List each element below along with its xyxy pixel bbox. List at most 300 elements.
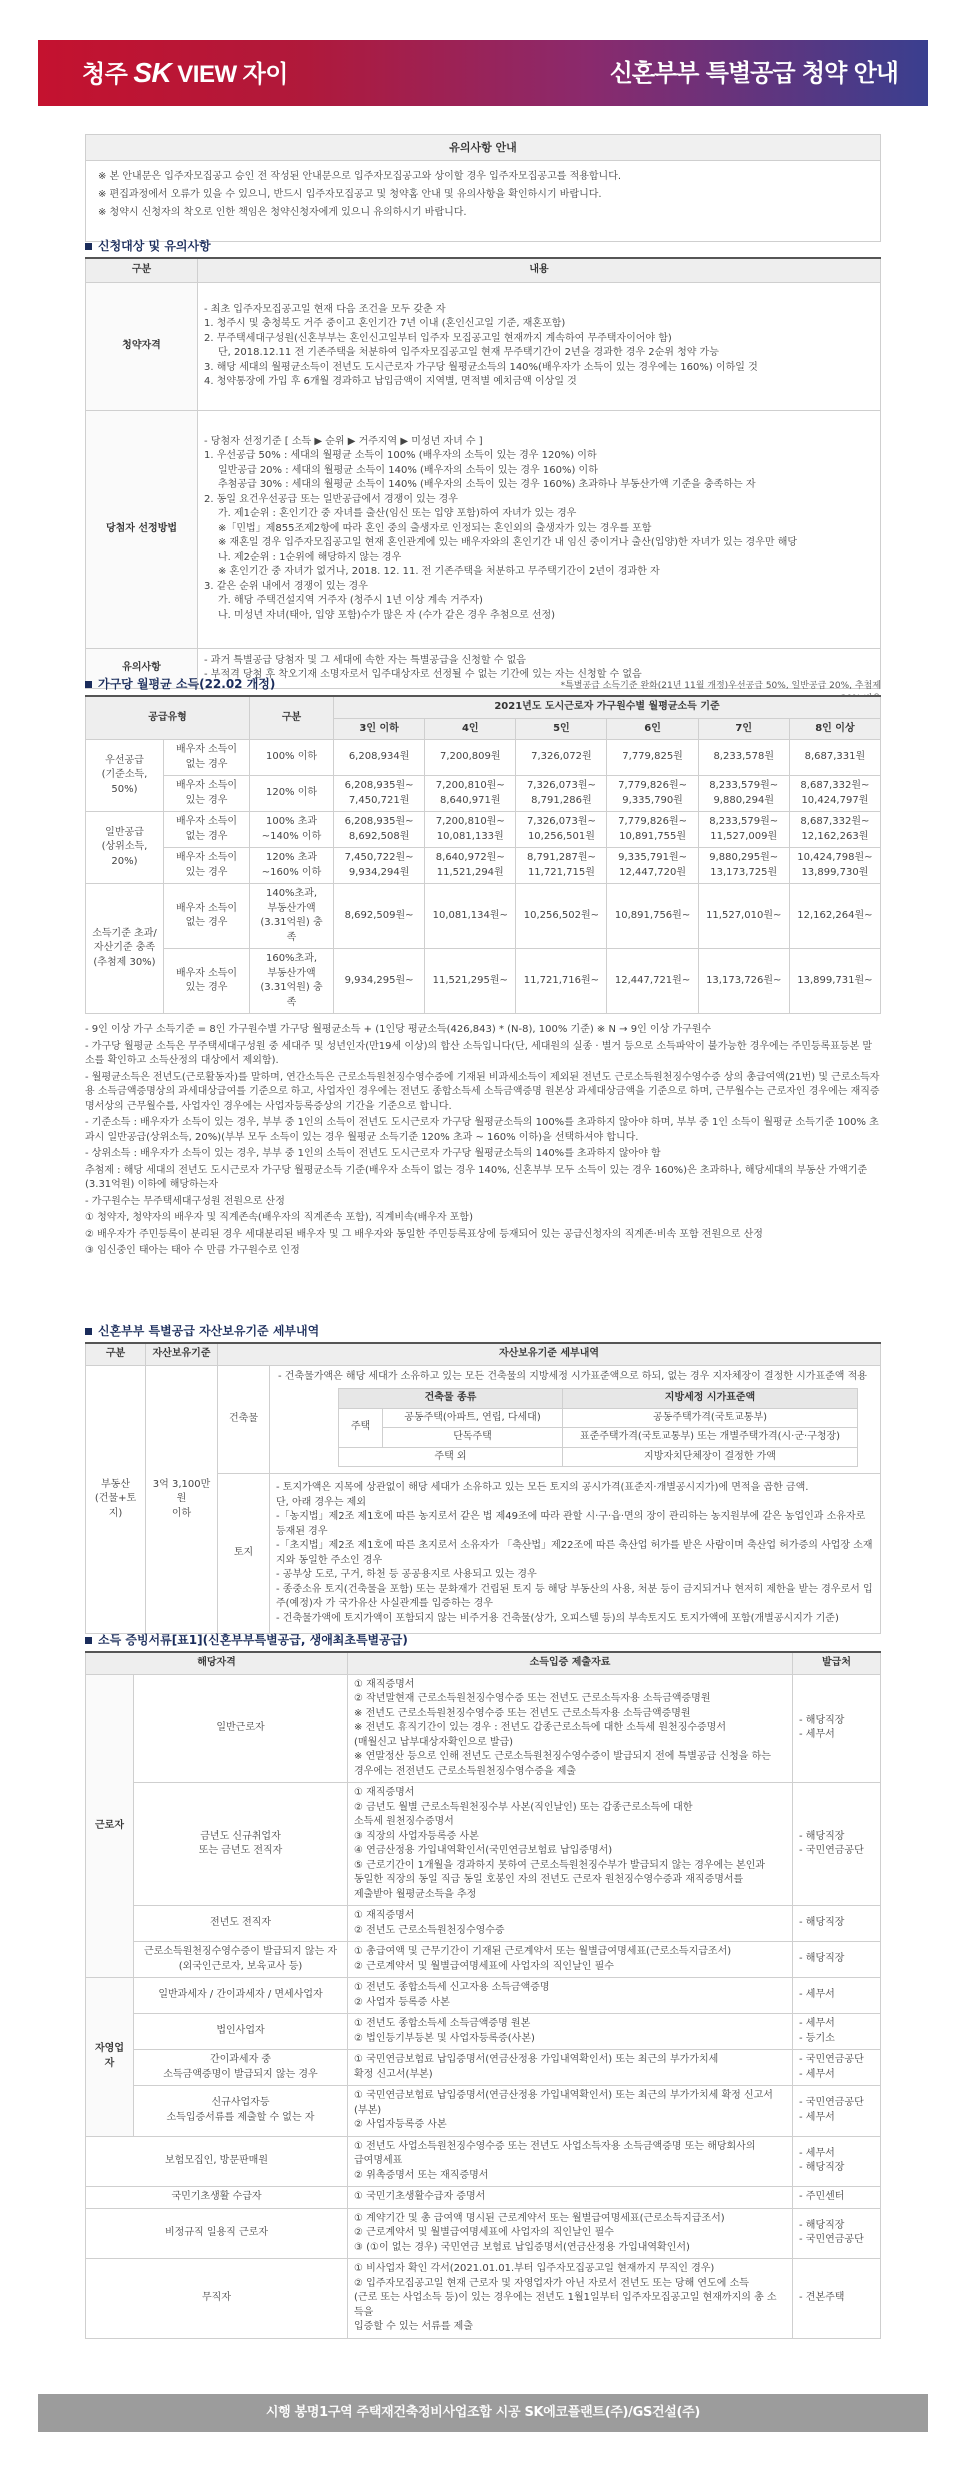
land-line: - 건축물가액에 토지가액이 포함되지 않는 비주거용 건축물(상가, 오피스텔 등)의 부속토지도 토지가액에 포함(개별공시지가 기준) bbox=[276, 1612, 839, 1624]
document-line: ④ 연금산정용 가입내역확인서(국민연금보험료 납입증명서) bbox=[354, 1845, 613, 1856]
supply-type-line: 일반공급 bbox=[105, 826, 144, 838]
income-value bbox=[334, 776, 425, 812]
notice-line: ※ 본 안내문은 입주자모집공고 승인 전 작성된 안내문으로 입주자모집공고와 상이할 경우 입주자모집공고를 적용합니다. bbox=[98, 171, 622, 182]
income-value bbox=[425, 812, 516, 848]
row-content bbox=[198, 282, 881, 410]
note-line: ② 배우자가 주민등록이 분리된 경우 세대분리된 배우자 및 그 배우자와 동일한 주민등록표상에 등재되어 있는 공급신청자의 직계존·비속 포함 전원으로 산정 bbox=[85, 1228, 763, 1240]
content-line: 2. 무주택세대구성원(신혼부부는 혼인신고일부터 입주자 모집공고일 현재까지 계속하여 무주택자이어야 함) bbox=[204, 332, 672, 344]
spouse-condition-line: 있는 경우 bbox=[185, 794, 228, 806]
table-row bbox=[86, 949, 881, 1014]
building-intro: - 건축물가액은 해당 세대가 소유하고 있는 모든 건축물의 지방세정 시가표준액으로 하되, 없는 경우 지자체장이 결정한 시가표준액 적용 bbox=[278, 1370, 867, 1382]
col-header-gubun: 구분 bbox=[86, 1343, 146, 1365]
table-row bbox=[86, 1978, 881, 2014]
income-value bbox=[698, 848, 789, 884]
income-value-line: 10,891,755원 bbox=[619, 830, 687, 842]
spouse-condition-line: 있는 경우 bbox=[185, 982, 228, 993]
content-line: 가. 제1순위 : 혼인기간 중 자녀를 출산(임신 또는 입양 포함)하여 자녀가 있는 경우 bbox=[218, 508, 577, 520]
page-title: 신혼부부 특별공급 청약 안내 bbox=[609, 58, 898, 87]
documents-list bbox=[348, 2259, 793, 2339]
issuer-line: - 국민연금공단 bbox=[799, 2234, 864, 2246]
spouse-condition bbox=[164, 776, 250, 812]
income-value bbox=[698, 884, 789, 949]
document-line: ② 전년도 근로소득원천징수영수증 bbox=[354, 1924, 505, 1936]
document-line: 급여명세표 bbox=[354, 2155, 403, 2166]
income-value-line: 12,162,264원~ bbox=[797, 909, 873, 921]
spouse-condition-line: 배우자 소득이 bbox=[175, 967, 238, 979]
income-value bbox=[425, 884, 516, 949]
issuer-line: - 국민연금공단 bbox=[799, 2097, 864, 2109]
income-value-line: 8,791,287원~ bbox=[526, 852, 596, 863]
col-header-content: 내용 bbox=[198, 258, 881, 282]
content-line: 나. 제2순위 : 1순위에 해당하지 않는 경우 bbox=[218, 551, 402, 563]
document-line: ① 비사업자 확인 각서(2021.01.01.부터 입주자모집공고일 현재까지 무직인 경우) bbox=[354, 2263, 715, 2274]
issuer-line: - 해당직장 bbox=[799, 1917, 845, 1929]
row-label: 청약자격 bbox=[86, 282, 198, 410]
income-value-line: 11,527,009원 bbox=[710, 830, 778, 842]
building-kind: 주택 외 bbox=[339, 1447, 563, 1467]
document-line: ① 전년도 종합소득세 소득금액증명 원본 bbox=[354, 2018, 531, 2029]
document-line: 경우에는 전전년도 근로소득원천징수영수증을 제출 bbox=[354, 1765, 577, 1777]
building-kind: 단독주택 bbox=[383, 1428, 563, 1448]
income-value bbox=[789, 949, 880, 1014]
spouse-condition-line: 배우자 소득이 bbox=[175, 744, 238, 755]
documents-list bbox=[348, 1942, 793, 1978]
income-value bbox=[334, 812, 425, 848]
issuer-list bbox=[793, 1674, 881, 1783]
issuer-line: - 해당직장 bbox=[799, 2219, 845, 2231]
income-value-line: 8,233,578원 bbox=[713, 751, 774, 763]
land-label: 토지 bbox=[218, 1474, 270, 1634]
document-line: ② 금년도 월별 근로소득원천징수부 사본(직인날인) 또는 갑종근로소득에 대한 bbox=[354, 1801, 693, 1813]
building-price: 공동주택가격(국토교통부) bbox=[563, 1408, 858, 1428]
brand-suffix: 자이 bbox=[242, 60, 288, 88]
income-value-line: 11,521,294원 bbox=[436, 866, 504, 878]
income-value bbox=[425, 740, 516, 776]
issuer-line: - 세무서 bbox=[799, 2147, 835, 2159]
asset-label-line: 부동산 bbox=[101, 1478, 130, 1490]
spouse-condition-line: 배우자 소득이 bbox=[175, 902, 238, 914]
qualification-type bbox=[134, 1942, 348, 1978]
income-range-line: 120% 이하 bbox=[265, 787, 318, 799]
content-line: - 당첨자 선정기준 [ 소득 ▶ 순위 ▶ 거주지역 ▶ 미성년 자녀 수 ] bbox=[204, 435, 483, 447]
content-line: 2. 동일 요건우선공급 또는 일반공급에서 경쟁이 있는 경우 bbox=[204, 493, 458, 505]
income-value bbox=[607, 949, 698, 1014]
income-value-line: 7,200,809원 bbox=[439, 751, 501, 763]
income-range-line: (3.31억원) 충족 bbox=[260, 917, 323, 943]
income-value-line: 7,779,825원 bbox=[622, 751, 683, 763]
qualification-type-line: 국민기초생활 수급자 bbox=[171, 2191, 262, 2202]
income-value-line: 11,721,715원 bbox=[527, 866, 595, 878]
income-value bbox=[607, 776, 698, 812]
income-value-line: 8,687,332원~ bbox=[800, 816, 870, 827]
building-label: 건축물 bbox=[218, 1365, 270, 1474]
income-range-line: ~160% 이하 bbox=[261, 866, 322, 878]
income-value-line: 8,640,971원 bbox=[439, 794, 501, 806]
building-detail bbox=[270, 1365, 881, 1474]
section-title: 가구당 월평균 소득(22.02 개정) bbox=[98, 677, 276, 691]
supply-type-line: 우선공급 bbox=[105, 754, 144, 766]
income-notes bbox=[85, 1023, 881, 1261]
col-header-gubun: 구분 bbox=[86, 258, 198, 282]
table-row bbox=[86, 282, 881, 410]
issuer-line: - 세무서 bbox=[799, 1729, 835, 1741]
note-line: 추첨제 : 해당 세대의 전년도 도시근로자 가구당 월평균소득 기준(배우자 소득이 없는 경우 140%, 신혼부부 모두 소득이 있는 경우 160%)은 초과하나, 해당세대의 부동산 가액기준(3.31억원) 이하에 해당하는자 bbox=[85, 1164, 868, 1190]
qualification-type-line: 금년도 신규취업자 bbox=[200, 1830, 281, 1842]
qualification-type-line: 일반과세자 / 간이과세자 / 면세사업자 bbox=[158, 1989, 323, 2001]
content-line: 나. 미성년 자녀(태아, 입양 포함)수가 많은 자 (수가 같은 경우 추첨으로 선정) bbox=[218, 609, 556, 621]
income-value-line: 7,450,722원~ bbox=[344, 852, 414, 863]
issuer-list bbox=[793, 2014, 881, 2050]
supply-type bbox=[86, 884, 164, 1014]
building-price: 지방자치단체장이 결정한 가액 bbox=[563, 1447, 858, 1467]
square-bullet-icon bbox=[85, 243, 92, 250]
table-row bbox=[86, 1674, 881, 1783]
col-header-household: 5인 bbox=[516, 718, 607, 740]
land-line: - 공부상 도로, 구거, 하천 등 공공용지로 사용되고 있는 경우 bbox=[276, 1569, 537, 1580]
content-line: - 최초 입주자모집공고일 현재 다음 조건을 모두 갖춘 자 bbox=[204, 303, 446, 315]
asset-std-line: 3억 3,100만원 bbox=[152, 1478, 211, 1504]
spouse-condition-line: 없는 경우 bbox=[185, 917, 228, 928]
income-value-line: 9,934,295원~ bbox=[344, 974, 414, 986]
income-value bbox=[334, 949, 425, 1014]
document-line: ② 입주자모집공고일 현재 근로자 및 자영업자가 아닌 자로서 전년도 또는 당해 연도에 소득 bbox=[354, 2277, 749, 2289]
col-header-household: 8인 이상 bbox=[789, 718, 880, 740]
asset-std-line: 이하 bbox=[171, 1507, 192, 1519]
spouse-condition-line: 배우자 소득이 bbox=[175, 780, 238, 791]
issuer-list bbox=[793, 2259, 881, 2339]
issuer-line: - 국민연금공단 bbox=[799, 2054, 864, 2065]
income-range bbox=[250, 949, 334, 1014]
income-value-line: 11,527,010원~ bbox=[706, 909, 782, 921]
income-range-line: 160%초과, bbox=[265, 953, 318, 964]
spouse-condition bbox=[164, 884, 250, 949]
income-value-line: 7,200,810원~ bbox=[435, 816, 505, 827]
income-value-line: 6,208,935원~ bbox=[344, 780, 414, 791]
income-range-line: 100% 이하 bbox=[265, 751, 318, 763]
document-line: (매월신고 납부대상자확인으로 발급) bbox=[354, 1736, 514, 1748]
brand-view: VIEW bbox=[177, 60, 237, 88]
qualification-type bbox=[86, 2259, 348, 2339]
header-banner bbox=[38, 40, 928, 106]
note-line: - 상위소득 : 배우자가 소득이 있는 경우, 부부 중 1인의 소득이 전년도 도시근로자 가구당 월평균소득의 140%를 초과하지 않아야 함 bbox=[85, 1148, 661, 1159]
document-line: 소득세 원천징수증명서 bbox=[354, 1816, 454, 1827]
spouse-condition-line: 배우자 소득이 bbox=[175, 852, 238, 863]
document-line: ① 국민연금보험료 납입증명서(연금산정용 가입내역확인서) 또는 최근의 부가가치세 확정 신고서(부본) bbox=[354, 2090, 773, 2116]
qualification-type bbox=[134, 2086, 348, 2137]
issuer-line: - 해당직장 bbox=[799, 1830, 845, 1842]
document-line: ② 작년말현재 근로소득원천징수영수증 또는 전년도 근로소득자용 소득금액증명원 bbox=[354, 1693, 711, 1704]
income-note: *특별공급 소득기준 완화(21년 11월 개정)우선공급 50%, 일반공급 20%, 추첨제 bbox=[560, 681, 881, 691]
document-line: ① 전년도 사업소득원천징수영수증 또는 전년도 사업소득자용 소득금액증명 또는 해당회사의 bbox=[354, 2140, 756, 2152]
land-detail bbox=[270, 1474, 881, 1634]
table-row bbox=[86, 1942, 881, 1978]
section-title: 신혼부부 특별공급 자산보유기준 세부내역 bbox=[98, 1324, 320, 1338]
content-line: - 부적격 당첨 후 착오기재 소명자로서 입주대상자로 선정될 수 없는 기간에 있는 자는 신청할 수 없음 bbox=[204, 669, 642, 680]
document-line: ① 총급여액 및 근무기간이 기재된 근로계약서 또는 월별급여명세표(근로소득지급조서) bbox=[354, 1946, 732, 1957]
income-value bbox=[607, 740, 698, 776]
brand-prefix: 청주 bbox=[82, 60, 128, 88]
asset-standard bbox=[146, 1365, 218, 1634]
qualification-type-line: 소득입증서류를 제출할 수 없는 자 bbox=[166, 2111, 315, 2123]
building-price: 표준주택가격(국토교통부) 또는 개별주택가격(시·군·구청장) bbox=[563, 1428, 858, 1448]
qualification-type bbox=[86, 2208, 348, 2259]
income-value-line: 7,326,073원~ bbox=[526, 816, 596, 827]
issuer-line: - 해당직장 bbox=[799, 1714, 845, 1726]
income-value-line: 7,326,072원 bbox=[531, 751, 592, 763]
table-row bbox=[86, 2136, 881, 2187]
col-header-price: 지방세정 시가표준액 bbox=[563, 1389, 858, 1409]
qualification-type bbox=[134, 1906, 348, 1942]
documents-list bbox=[348, 1674, 793, 1783]
document-line: ② 위촉증명서 또는 재직증명서 bbox=[354, 2169, 489, 2181]
section-title: 신청대상 및 유의사항 bbox=[98, 239, 211, 253]
col-header-detail: 자산보유기준 세부내역 bbox=[218, 1343, 881, 1365]
table-row bbox=[86, 2050, 881, 2086]
section-heading-income bbox=[85, 676, 275, 693]
table-row bbox=[86, 740, 881, 776]
notice-line: ※ 편집과정에서 오류가 있을 수 있으니, 반드시 입주자모집공고 및 청약홈 안내 및 유의사항을 확인하시기 바랍니다. bbox=[98, 189, 602, 200]
document-line: 확정 신고서(부본) bbox=[354, 2068, 433, 2080]
income-range-line: 100% 초과 bbox=[265, 816, 318, 827]
table-row bbox=[86, 2086, 881, 2137]
income-value-line: 8,692,508원 bbox=[348, 830, 410, 842]
document-line: ① 재직증명서 bbox=[354, 1787, 415, 1798]
income-value bbox=[789, 812, 880, 848]
table-row bbox=[86, 2187, 881, 2209]
col-header-issuer: 발급처 bbox=[793, 1652, 881, 1674]
content-line: 1. 청주시 및 충청북도 거주 중이고 혼인기간 7년 이내 (혼인신고일 기준, 재혼포함) bbox=[204, 318, 566, 329]
supply-type-line: (상위소득, 20%) bbox=[101, 841, 148, 867]
issuer-line: - 등기소 bbox=[799, 2032, 835, 2044]
income-value-line: 8,687,332원~ bbox=[800, 780, 870, 791]
notice-list bbox=[86, 161, 880, 224]
qualification-type bbox=[134, 2050, 348, 2086]
income-value-line: 9,335,790원 bbox=[622, 794, 683, 806]
income-value bbox=[334, 848, 425, 884]
qualification-type bbox=[86, 2187, 348, 2209]
qualification-type bbox=[134, 1674, 348, 1783]
income-range bbox=[250, 848, 334, 884]
documents-list bbox=[348, 1978, 793, 2014]
income-value-line: 6,208,935원~ bbox=[344, 816, 414, 827]
square-bullet-icon bbox=[85, 681, 92, 688]
note-line: - 기준소득 : 배우자가 소득이 있는 경우, 부부 중 1인의 소득이 전년도 도시근로자 가구당 월평균소득의 100%를 초과하지 않아야 하며, 부부 중 1인 소득이 월평균 소득기준 100% 초과시 일반공급(상위소득, 20%)(부부 모두 소득이 있는 경우 월평균 소득기준 120% 초과 ~ 160% 이하)을 선택하셔야 합니다. bbox=[85, 1117, 879, 1143]
documents-list bbox=[348, 2136, 793, 2187]
income-value bbox=[607, 884, 698, 949]
documents-list bbox=[348, 1906, 793, 1942]
income-value bbox=[334, 740, 425, 776]
issuer-line: - 세무서 bbox=[799, 2068, 835, 2080]
income-value bbox=[698, 776, 789, 812]
income-range-line: 부동산가액 bbox=[267, 902, 316, 914]
issuer-line: - 세무서 bbox=[799, 1989, 835, 2001]
income-value bbox=[425, 776, 516, 812]
supply-type bbox=[86, 812, 164, 884]
issuer-list bbox=[793, 1783, 881, 1906]
qualification-group: 자영업자 bbox=[86, 1978, 134, 2137]
document-line: ② 근로계약서 및 월별급여명세표에 사업자의 직인날인 필수 bbox=[354, 2227, 614, 2238]
note-line: - 가구당 월평균 소득은 무주택세대구성원 중 세대주 및 성년인자(만19세 이상)의 합산 소득입니다(단, 세대원의 실종 · 별거 등으로 소득파악이 불가능한 경우에는 주민등록표등본 말소를 확인하고 소득산정의 대상에서 제외함). bbox=[85, 1040, 873, 1066]
col-header-household: 3인 이하 bbox=[334, 718, 425, 740]
col-header-household: 6인 bbox=[607, 718, 698, 740]
income-value bbox=[425, 848, 516, 884]
issuer-list bbox=[793, 1978, 881, 2014]
eligibility-table bbox=[85, 257, 881, 689]
income-value-line: 13,173,726원~ bbox=[706, 974, 782, 986]
income-value-line: 10,424,797원 bbox=[801, 794, 869, 806]
documents-list bbox=[348, 2014, 793, 2050]
supply-type-line: 소득기준 초과/ bbox=[92, 927, 157, 939]
qualification-type-line: 무직자 bbox=[202, 2292, 231, 2303]
qualification-type-line: 간이과세자 중 bbox=[209, 2054, 272, 2065]
land-line: - 종중소유 토지(건축물을 포함) 또는 문화재가 건립된 토지 등 해당 부동산의 사용, 처분 등이 금지되거나 현저히 제한을 받는 경우로서 입주(예정)자 가 국가유산 사실관계를 입증하는 경우 bbox=[276, 1583, 873, 1609]
income-value-line: 8,791,286원 bbox=[531, 794, 592, 806]
income-range-line: (3.31억원) 충족 bbox=[260, 982, 323, 1008]
col-header-type: 해당자격 bbox=[86, 1652, 348, 1674]
income-value-line: 8,233,579원~ bbox=[709, 816, 779, 827]
qualification-type-line: (외국인근로자, 보육교사 등) bbox=[178, 1960, 303, 1972]
qualification-type bbox=[86, 2136, 348, 2187]
document-line: ② 사업자 등록증 사본 bbox=[354, 1996, 450, 2008]
qualification-type-line: 전년도 전직자 bbox=[209, 1917, 272, 1929]
housing-label: 주택 bbox=[339, 1408, 383, 1447]
content-line: - 과거 특별공급 당첨자 및 그 세대에 속한 자는 특별공급을 신청할 수 없음 bbox=[204, 654, 526, 666]
content-line: 4. 청약통장에 가입 후 6개월 경과하고 납입금액이 지역별, 면적별 예치금액 이상일 것 bbox=[204, 376, 577, 387]
income-value-line: 11,521,295원~ bbox=[432, 974, 508, 986]
income-value-line: 12,447,720원 bbox=[619, 866, 687, 878]
square-bullet-icon bbox=[85, 1328, 92, 1335]
brand-sk: SK bbox=[133, 56, 172, 88]
table-row bbox=[86, 1783, 881, 1906]
land-line: -「초지법」제2조 제1호에 따른 초지로서 소유자가 「축산법」제22조에 따른 축산업 허가를 받은 사람이며 축산업 허가증의 사업장 소재지와 동일한 주소인 경우 bbox=[276, 1540, 873, 1566]
content-line: ※ 혼인기간 중 자녀가 없거나, 2018. 12. 11. 전 기존주택을 처분하고 무주택기간이 2년이 경과한 자 bbox=[218, 566, 660, 578]
land-line: 단, 아래 경우는 제외 bbox=[276, 1496, 366, 1508]
income-value bbox=[516, 949, 607, 1014]
documents-list bbox=[348, 2050, 793, 2086]
document-line: ※ 전년도 근로소득원천징수영수증 또는 전년도 근로소득자용 소득금액증명원 bbox=[354, 1707, 691, 1719]
income-value-line: 8,687,331원 bbox=[804, 751, 866, 763]
building-subtable bbox=[338, 1388, 858, 1467]
notice-line: ※ 청약시 신청자의 착오로 인한 책임은 청약신청자에게 있으니 유의하시기 바랍니다. bbox=[98, 207, 467, 218]
income-value-line: 12,447,721원~ bbox=[614, 974, 691, 986]
asset-label-line: (건물+토지) bbox=[94, 1493, 137, 1519]
income-value bbox=[516, 740, 607, 776]
document-line: ② 법인등기부등본 및 사업자등록증(사본) bbox=[354, 2032, 535, 2044]
qualification-type-line: 근로소득원천징수영수증이 발급되지 않는 자 bbox=[143, 1946, 338, 1957]
income-value-line: 13,899,731원~ bbox=[797, 974, 873, 986]
income-range bbox=[250, 812, 334, 848]
issuer-line: - 세무서 bbox=[799, 2111, 835, 2123]
documents-table bbox=[85, 1651, 881, 2339]
issuer-list bbox=[793, 2136, 881, 2187]
document-line: ※ 전년도 휴직기간이 있는 경우 : 전년도 갑종근로소득에 대한 소득세 원천징수증명서 bbox=[354, 1722, 726, 1733]
row-label: 당첨자 선정방법 bbox=[86, 410, 198, 648]
income-value-line: 9,934,294원 bbox=[348, 866, 410, 878]
table-row bbox=[86, 812, 881, 848]
documents-list bbox=[348, 2208, 793, 2259]
income-value bbox=[698, 812, 789, 848]
documents-list bbox=[348, 2187, 793, 2209]
document-line: ① 국민연금보험료 납입증명서(연금산정용 가입내역확인서) 또는 최근의 부가가치세 bbox=[354, 2054, 719, 2065]
income-value-line: 9,880,294원 bbox=[713, 794, 774, 806]
income-value bbox=[698, 949, 789, 1014]
spouse-condition bbox=[164, 740, 250, 776]
note-line: - 가구원수는 무주택세대구성원 전원으로 산정 bbox=[85, 1195, 285, 1207]
income-value-line: 10,081,134원~ bbox=[432, 909, 508, 921]
document-line: ① 재직증명서 bbox=[354, 1678, 415, 1690]
income-value-line: 13,899,730원 bbox=[801, 866, 869, 878]
document-line: ③ (①이 없는 경우) 국민연금 보험료 납입증명서(연금산정용 가입내역확인서) bbox=[354, 2241, 690, 2253]
income-value-line: 9,880,295원~ bbox=[709, 852, 779, 863]
income-value bbox=[789, 776, 880, 812]
issuer-list bbox=[793, 1942, 881, 1978]
income-range bbox=[250, 884, 334, 949]
issuer-line: - 주민센터 bbox=[799, 2191, 845, 2202]
income-value-line: 9,335,791원~ bbox=[618, 852, 688, 863]
asset-label bbox=[86, 1365, 146, 1634]
income-value bbox=[607, 812, 698, 848]
supply-type bbox=[86, 740, 164, 812]
content-line: ※「민법」제855조제2항에 따라 혼인 중의 출생자로 인정되는 혼인외의 출생자가 있는 경우를 포함 bbox=[218, 522, 652, 534]
spouse-condition bbox=[164, 812, 250, 848]
table-row bbox=[86, 1906, 881, 1942]
qualification-type bbox=[134, 1978, 348, 2014]
income-value-line: 8,233,579원~ bbox=[709, 780, 779, 791]
table-row bbox=[86, 776, 881, 812]
qualification-type-line: 또는 금년도 전직자 bbox=[198, 1845, 283, 1856]
document-line: ③ 직장의 사업자등록증 사본 bbox=[354, 1830, 479, 1842]
issuer-line: - 해당직장 bbox=[799, 2162, 845, 2174]
issuer-list bbox=[793, 2208, 881, 2259]
document-line: ① 국민기초생활수급자 증명서 bbox=[354, 2191, 486, 2202]
footer-bar: 시행 봉명1구역 주택재건축정비사업조합 시공 SK에코플랜트(주)/GS건설(주) bbox=[38, 2394, 928, 2432]
qualification-type bbox=[134, 2014, 348, 2050]
income-value-line: 13,173,725원 bbox=[710, 866, 778, 878]
issuer-line: - 해당직장 bbox=[799, 1953, 845, 1965]
table-row bbox=[86, 2014, 881, 2050]
notice-box bbox=[85, 134, 881, 242]
table-row bbox=[86, 2208, 881, 2259]
income-value-line: 10,081,133원 bbox=[436, 830, 504, 842]
document-line: ② 사업자등록증 사본 bbox=[354, 2119, 447, 2130]
content-line: 단, 2018.12.11 전 기존주택을 처분하여 입주자모집공고일 현재 무주택기간이 2년을 경과한 경우 2순위 청약 가능 bbox=[218, 347, 719, 358]
income-value bbox=[789, 884, 880, 949]
note-line: - 월평균소득은 전년도(근로활동자)를 말하며, 연간소득은 근로소득원천징수영수증에 기재된 비과세소득이 제외된 전년도 근로소득원천징수영수증 상의 총급여액(21번) 및 근로소득자용 소득금액증명상의 과세대상급여를 기준으로 하고, 사업자인 경우에는 전년도 종합소득세 소득금액증명 원본상 과세대상금액을 기준으로 하며, 근무월수는 근로자인 경우에는 재직증명서상의 근무월수를, 사업자인 경우에는 사업자등록증상의 기간을 기준으로 합니다. bbox=[85, 1071, 880, 1112]
issuer-line: - 국민연금공단 bbox=[799, 1845, 864, 1856]
col-header-type: 공급유형 bbox=[86, 696, 250, 740]
document-line: ⑤ 근로기간이 1개월을 경과하지 못하여 근로소득원천징수부가 발급되지 않는 경우에는 본인과 bbox=[354, 1859, 766, 1871]
issuer-list bbox=[793, 2050, 881, 2086]
document-line: 제출받아 월평균소득을 추정 bbox=[354, 1888, 477, 1900]
income-value-line: 10,256,501원 bbox=[527, 830, 595, 842]
content-line: 3. 같은 순위 내에서 경쟁이 있는 경우 bbox=[204, 580, 368, 592]
col-header-gubun: 구분 bbox=[250, 696, 334, 740]
issuer-line: - 세무서 bbox=[799, 2018, 835, 2029]
spouse-condition bbox=[164, 949, 250, 1014]
document-line: 입증할 수 있는 서류를 제출 bbox=[354, 2321, 473, 2332]
brand-logo bbox=[82, 53, 288, 94]
building-kind: 공동주택(아파트, 연립, 다세대) bbox=[383, 1408, 563, 1428]
documents-list bbox=[348, 1783, 793, 1906]
document-line: ① 계약기간 및 총 급여액 명시된 근로계약서 또는 월별급여명세표(근로소득지급조서) bbox=[354, 2212, 725, 2224]
documents-body bbox=[86, 1674, 881, 2338]
income-value-line: 7,450,721원 bbox=[348, 794, 410, 806]
section-title: 소득 증빙서류[표1](신혼부부특별공급, 생애최초특별공급) bbox=[98, 1633, 408, 1647]
income-body bbox=[86, 740, 881, 1014]
income-value bbox=[607, 848, 698, 884]
income-value-line: 7,779,826원~ bbox=[618, 780, 688, 791]
income-value bbox=[516, 884, 607, 949]
